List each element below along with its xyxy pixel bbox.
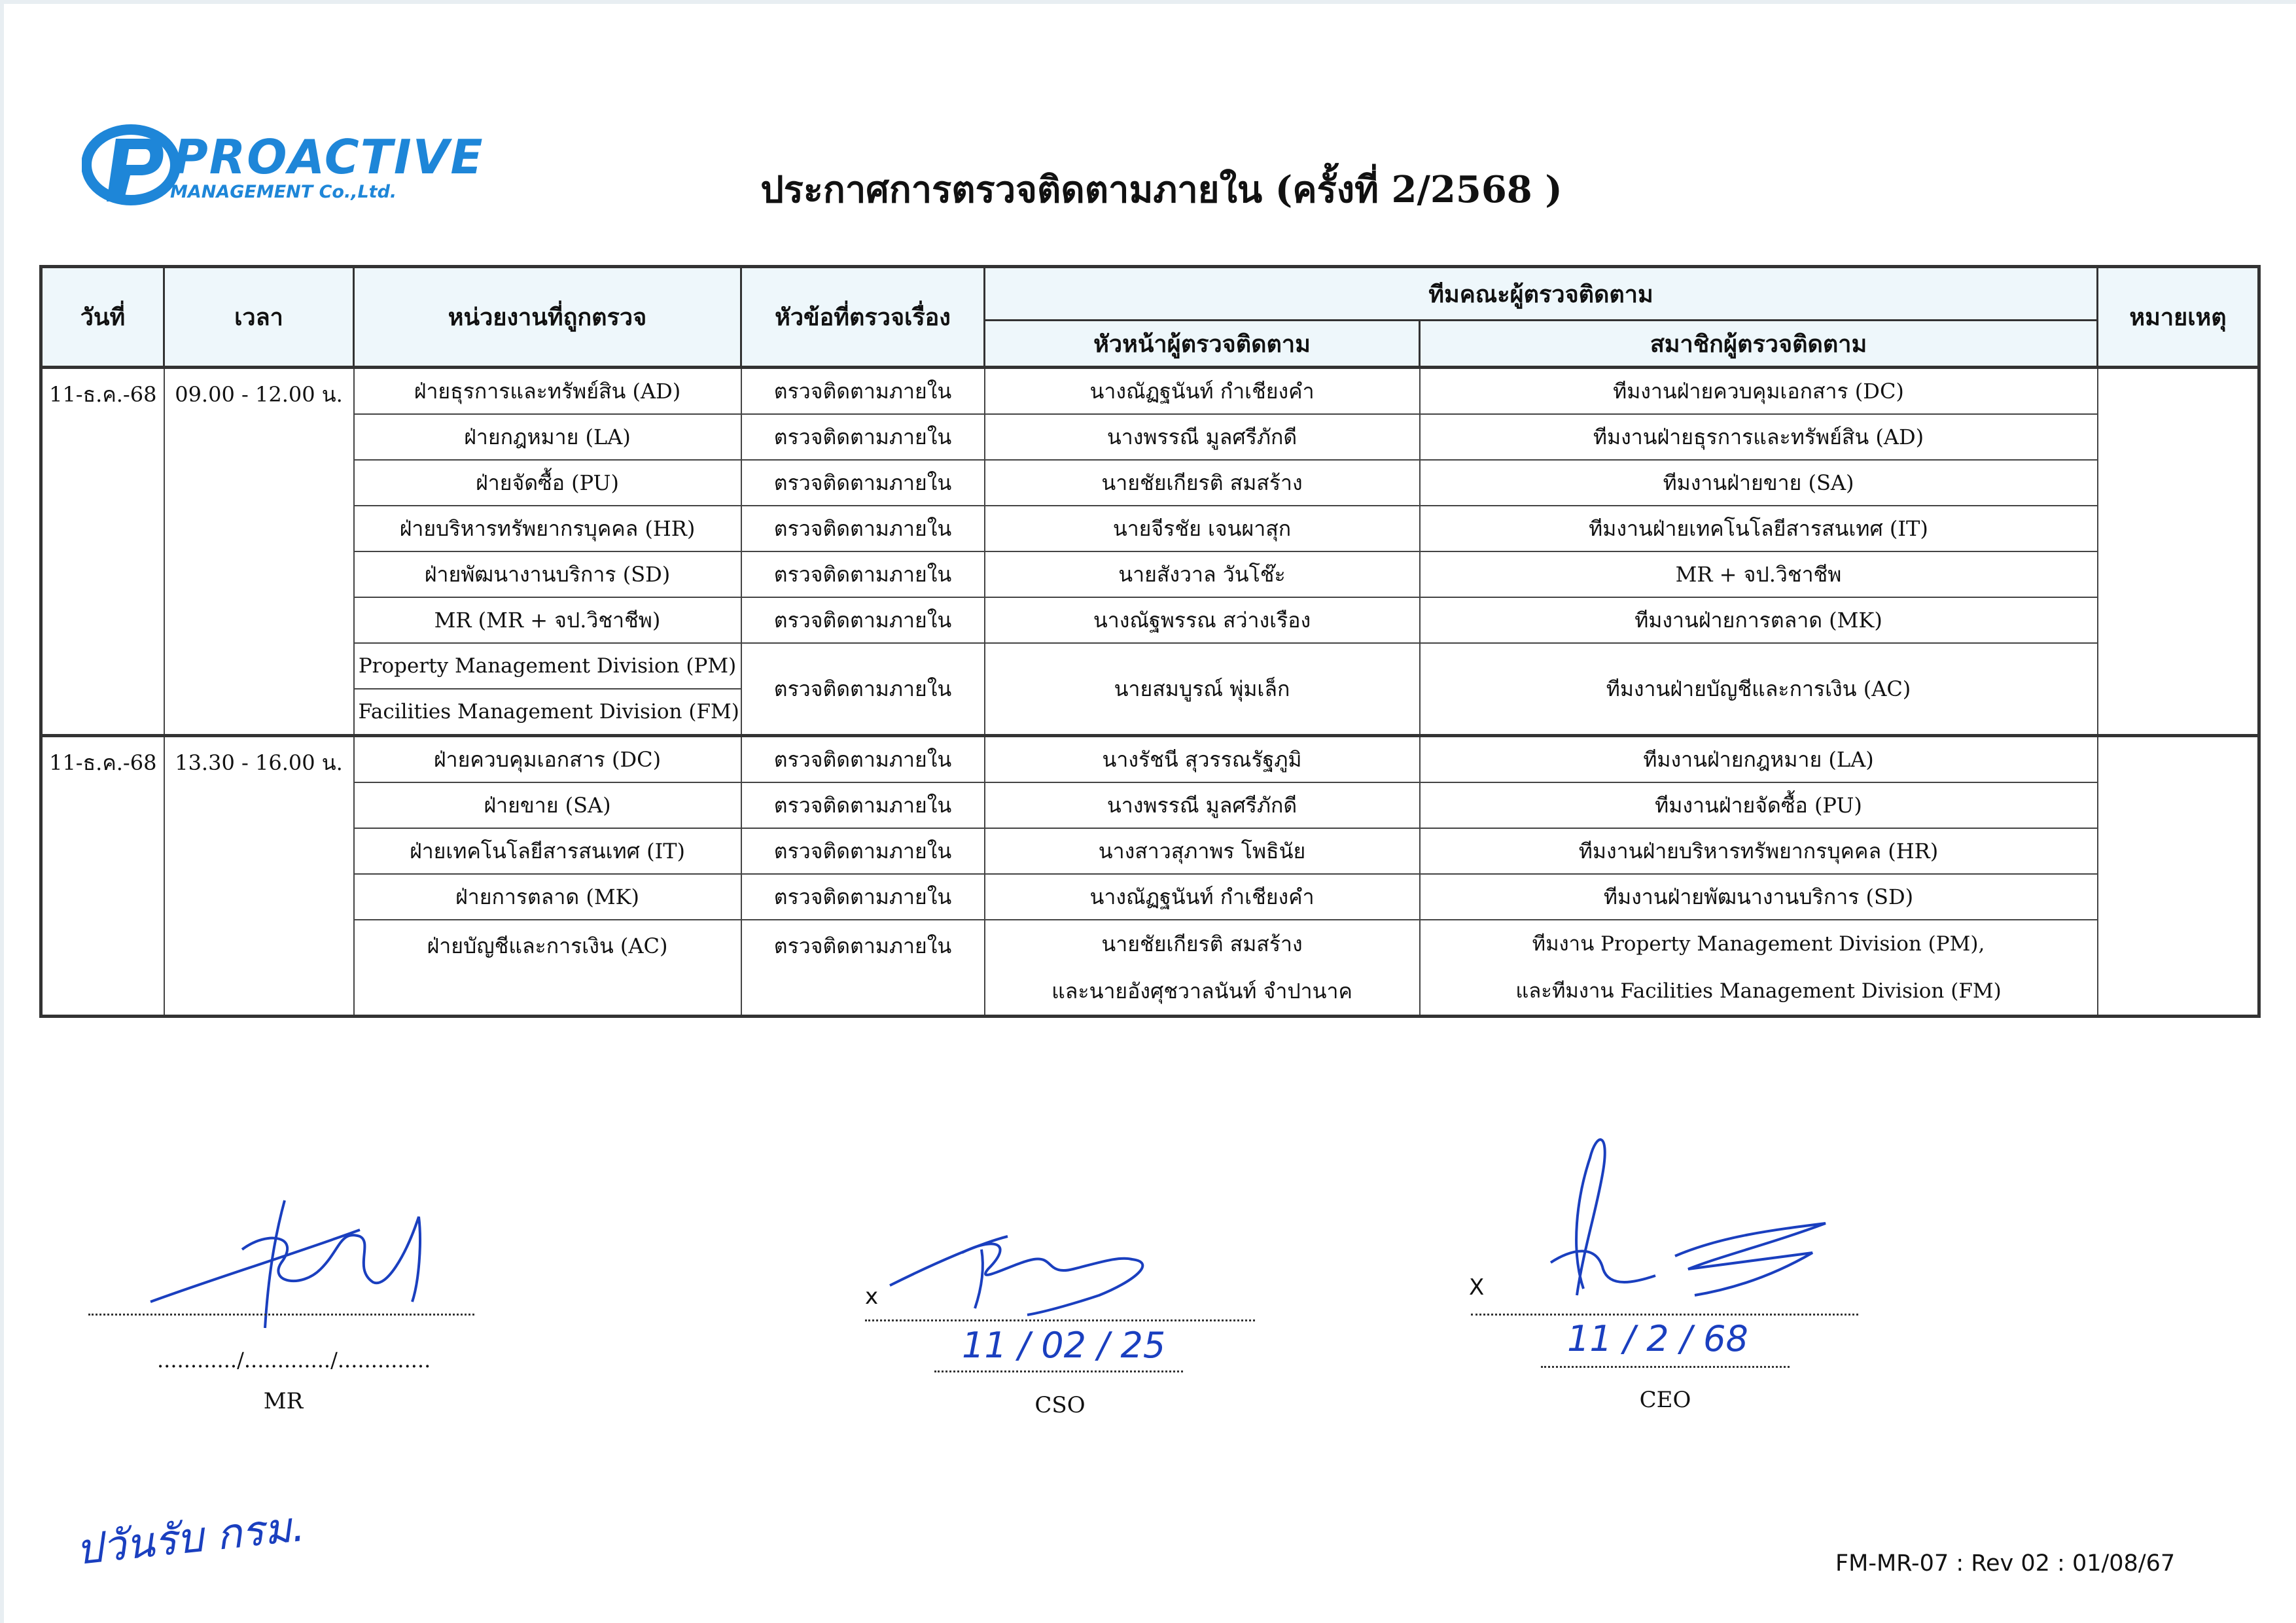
member-cell: ทีมงานฝ่ายกฎหมาย (LA) — [1420, 736, 2098, 783]
group-time: 09.00 - 12.00 น. — [164, 368, 354, 736]
handwritten-note: ปวันรับ กรม. — [73, 1502, 308, 1575]
form-code: FM-MR-07 : Rev 02 : 01/08/67 — [1835, 1550, 2176, 1577]
table-row — [41, 920, 2259, 1017]
member-line-2: และทีมงาน Facilities Management Division (FM) — [1515, 979, 2002, 1003]
unit-cell: ฝ่ายขาย (SA) — [354, 782, 741, 828]
header-lead: หัวหน้าผู้ตรวจติดตาม — [985, 321, 1420, 368]
ceo-role-label: CEO — [1639, 1387, 1691, 1413]
unit-cell: ฝ่ายธุรการและทรัพย์สิน (AD) — [354, 368, 741, 415]
topic-cell: ตรวจติดตามภายใน — [741, 551, 985, 597]
topic-cell: ตรวจติดตามภายใน — [741, 920, 985, 1017]
member-line-1: ทีมงาน Property Management Division (PM), — [1532, 932, 1985, 956]
unit-cell: Property Management Division (PM) — [354, 643, 741, 689]
unit-cell: ฝ่ายพัฒนางานบริการ (SD) — [354, 551, 741, 597]
topic-cell: ตรวจติดตามภายใน — [741, 597, 985, 643]
unit-cell: ฝ่ายการตลาด (MK) — [354, 874, 741, 920]
table-row — [41, 736, 2259, 783]
lead-cell: นายจีรชัย เจนผาสุก — [985, 506, 1420, 551]
unit-cell: ฝ่ายเทคโนโลยีสารสนเทศ (IT) — [354, 828, 741, 874]
header-members: สมาชิกผู้ตรวจติดตาม — [1420, 321, 2098, 368]
lead-cell — [985, 920, 1420, 1017]
lead-line-1: นายชัยเกียรติ สมสร้าง — [1101, 932, 1303, 956]
lead-cell: นายสังวาล วันโช๊ะ — [985, 551, 1420, 597]
topic-cell: ตรวจติดตามภายใน — [741, 460, 985, 506]
unit-cell: Facilities Management Division (FM) — [354, 689, 741, 736]
ceo-x-mark: X — [1469, 1274, 1485, 1300]
topic-cell: ตรวจติดตามภายใน — [741, 506, 985, 551]
audit-schedule-table — [39, 265, 2261, 1018]
table-row — [41, 643, 2259, 689]
mr-signature-icon — [144, 1191, 451, 1341]
unit-cell: MR (MR + จป.วิชาชีพ) — [354, 597, 741, 643]
member-cell: ทีมงานฝ่ายจัดซื้อ (PU) — [1420, 782, 2098, 828]
group-date: 11-ธ.ค.-68 — [41, 736, 164, 1017]
unit-cell: ฝ่ายจัดซื้อ (PU) — [354, 460, 741, 506]
topic-cell: ตรวจติดตามภายใน — [741, 828, 985, 874]
unit-cell: ฝ่ายควบคุมเอกสาร (DC) — [354, 736, 741, 783]
topic-cell: ตรวจติดตามภายใน — [741, 782, 985, 828]
unit-cell: ฝ่ายกฎหมาย (LA) — [354, 414, 741, 460]
header-team: ทีมคณะผู้ตรวจติดตาม — [985, 267, 2098, 321]
group-date: 11-ธ.ค.-68 — [41, 368, 164, 736]
table-row — [41, 551, 2259, 597]
topic-cell: ตรวจติดตามภายใน — [741, 414, 985, 460]
table-row — [41, 874, 2259, 920]
header-date: วันที่ — [41, 267, 164, 368]
header-unit: หน่วยงานที่ถูกตรวจ — [354, 267, 741, 368]
lead-cell: นางสาวสุภาพร โพธินัย — [985, 828, 1420, 874]
table-row — [41, 368, 2259, 415]
table-row — [41, 460, 2259, 506]
lead-line-2: และนายอังศุชวาลนันท์ จำปานาค — [1051, 979, 1352, 1003]
header-note: หมายเหตุ — [2098, 267, 2259, 368]
member-cell: MR + จป.วิชาชีพ — [1420, 551, 2098, 597]
cso-date-handwritten: 11 / 02 / 25 — [962, 1325, 1166, 1366]
ceo-signature-line — [1471, 1314, 1858, 1316]
mr-signature-line — [88, 1314, 474, 1316]
table-row — [41, 414, 2259, 460]
member-cell: ทีมงานฝ่ายธุรการและทรัพย์สิน (AD) — [1420, 414, 2098, 460]
member-cell: ทีมงานฝ่ายควบคุมเอกสาร (DC) — [1420, 368, 2098, 415]
lead-cell: นางพรรณี มูลศรีภักดี — [985, 782, 1420, 828]
table-row — [41, 782, 2259, 828]
ceo-signature-icon — [1525, 1119, 1839, 1315]
table-row — [41, 828, 2259, 874]
lead-cell: นายสมบูรณ์ พุ่มเล็ก — [985, 643, 1420, 736]
cso-signature-line — [865, 1319, 1255, 1321]
member-cell: ทีมงานฝ่ายบริหารทรัพยากรบุคคล (HR) — [1420, 828, 2098, 874]
ceo-date-line — [1541, 1366, 1790, 1368]
lead-cell: นางรัชนี สุวรรณรัฐภูมิ — [985, 736, 1420, 783]
topic-cell: ตรวจติดตามภายใน — [741, 874, 985, 920]
topic-cell: ตรวจติดตามภายใน — [741, 643, 985, 736]
lead-cell: นางพรรณี มูลศรีภักดี — [985, 414, 1420, 460]
topic-cell: ตรวจติดตามภายใน — [741, 368, 985, 415]
header-time: เวลา — [164, 267, 354, 368]
unit-cell: ฝ่ายบริหารทรัพยากรบุคคล (HR) — [354, 506, 741, 551]
member-cell: ทีมงานฝ่ายเทคโนโลยีสารสนเทศ (IT) — [1420, 506, 2098, 551]
member-cell: ทีมงานฝ่ายการตลาด (MK) — [1420, 597, 2098, 643]
logo-subtitle: MANAGEMENT Co.,Ltd. — [170, 182, 397, 202]
mr-date-line: ............/............./.............. — [157, 1348, 431, 1372]
table-row — [41, 597, 2259, 643]
logo-name: PROACTIVE — [173, 130, 484, 184]
table-row — [41, 506, 2259, 551]
page-title: ประกาศการตรวจติดตามภายใน (ครั้งที่ 2/2568 ) — [760, 168, 1563, 211]
note-cell — [2098, 736, 2259, 1017]
ceo-date-handwritten: 11 / 2 / 68 — [1567, 1318, 1748, 1359]
cso-x-mark: x — [865, 1283, 879, 1310]
cso-signature-icon — [883, 1223, 1197, 1321]
lead-cell: นายชัยเกียรติ สมสร้าง — [985, 460, 1420, 506]
member-cell: ทีมงานฝ่ายขาย (SA) — [1420, 460, 2098, 506]
cso-date-line — [934, 1370, 1183, 1372]
lead-cell: นางณัฏฐนันท์ กำเชียงคำ — [985, 874, 1420, 920]
topic-cell: ตรวจติดตามภายใน — [741, 736, 985, 783]
company-logo — [82, 124, 484, 209]
cso-role-label: CSO — [1034, 1392, 1086, 1418]
lead-cell: นางณัฐพรรณ สว่างเรือง — [985, 597, 1420, 643]
header-topic: หัวข้อที่ตรวจเรื่อง — [741, 267, 985, 368]
member-cell — [1420, 920, 2098, 1017]
member-cell: ทีมงานฝ่ายพัฒนางานบริการ (SD) — [1420, 874, 2098, 920]
mr-role-label: MR — [263, 1388, 304, 1414]
member-cell: ทีมงานฝ่ายบัญชีและการเงิน (AC) — [1420, 643, 2098, 736]
lead-cell: นางณัฏฐนันท์ กำเชียงคำ — [985, 368, 1420, 415]
unit-cell: ฝ่ายบัญชีและการเงิน (AC) — [354, 920, 741, 1017]
note-cell — [2098, 368, 2259, 736]
group-time: 13.30 - 16.00 น. — [164, 736, 354, 1017]
logo-mark-icon — [82, 124, 180, 209]
